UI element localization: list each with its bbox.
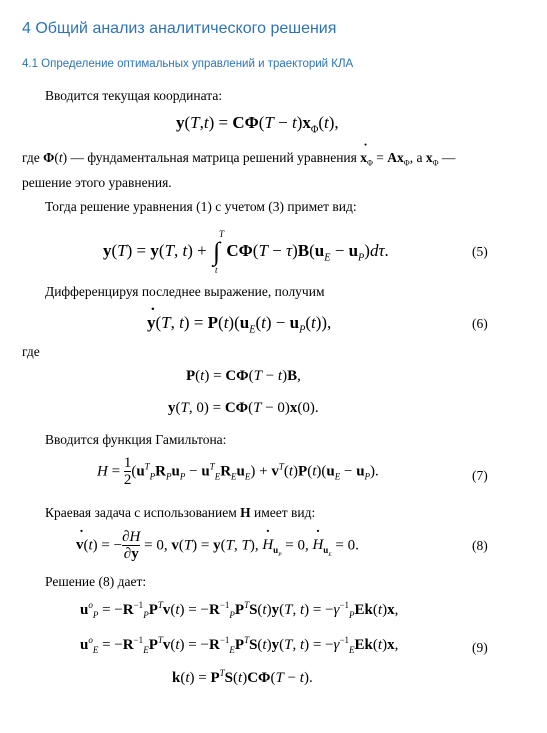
equation-9b: $u^o_E = -R^{-1}_EP^Tv(t) = -R^{-1}_EP^TS(t)y(T$, $t) = -\gamma^{-1}_EEk(t)x$, xyxy=(80,635,399,655)
paragraph-solution: Тогда решение уравнения (1) с учетом (3) примет вид: xyxy=(45,199,357,214)
equation-9a: $u^o_P = -R^{-1}_PP^Tv(t) = -R^{-1}_PP^TS(t)y(T$, $t) = -\gamma^{-1}_PEk(t)x$, xyxy=(80,600,399,620)
paragraph-intro: Вводится текущая координата: xyxy=(45,88,223,103)
equation-y-definition: $y(T,t) = C\Phi(T - t)x_\Phi(t)$, xyxy=(176,113,339,136)
paragraph-differentiate: Дифференцируя последнее выражение, получим xyxy=(45,284,325,299)
equation-number-5: (5) xyxy=(472,244,488,259)
equation-number-9: (9) xyxy=(472,640,488,655)
equation-P: P(t) = CΦ(T − t)B, xyxy=(186,368,301,384)
paragraph-result: Решение (8) дает: xyxy=(45,574,147,589)
where-label: где xyxy=(22,150,40,165)
equation-5: y(T) = y(T, t) + ∫ T t $C\Phi(T - \tau)B(u_E - u_P)d\tau$. xyxy=(103,229,389,275)
paragraph-where: где Φ(t) — фундаментальная матрица решений уравнения ˙ $x_\Phi = Ax_\Phi$, а $x_\Phi$ — xyxy=(22,150,455,168)
equation-9c: $k(t) = P^TS(t)C\Phi(T - t)$. xyxy=(172,668,313,686)
subsection-heading: 4.1 Определение оптимальных управлений и траекторий КЛА xyxy=(22,58,354,70)
where-text-3: — xyxy=(441,150,456,165)
where-text-1: — фундаментальная матрица решений уравнения xyxy=(70,150,357,165)
paragraph-boundary: Краевая задача с использованием H имеет вид: xyxy=(45,505,316,520)
where-text-2: , а xyxy=(409,150,423,165)
equation-number-7: (7) xyxy=(472,468,488,483)
equation-7: H = $\frac{1}{2}$ $(u^T_PR_Pu_P - u^T_ER_Eu_E) + v^T(t)P(t)(u_E - u_P)$. xyxy=(97,455,379,488)
paragraph-where-cont: решение этого уравнения. xyxy=(22,175,172,190)
equation-8: ˙ v(t) = − $\frac{\partial H}{\partial y}$ = 0, v(T) = y(T, T), ˙ $H_{u_P} = 0$, ˙ $H_{u_E} = 0$. xyxy=(76,530,359,562)
paragraph-hamiltonian: Вводится функция Гамильтона: xyxy=(45,432,227,447)
integral-sign: ∫ T t xyxy=(213,229,225,275)
paragraph-where-2: где xyxy=(22,344,40,359)
boundary-text-2: имеет вид: xyxy=(254,505,316,520)
equation-number-6: (6) xyxy=(472,316,488,331)
boundary-text-1: Краевая задача с использованием xyxy=(45,505,237,520)
equation-6: ˙ y(T, $t) = P(t)(u_E(t) - u_P(t))$, xyxy=(147,313,331,335)
section-heading: 4 Общий анализ аналитического решения xyxy=(22,20,337,37)
equation-y-zero: y(T, 0) = CΦ(T − 0)x(0). xyxy=(168,400,319,416)
equation-number-8: (8) xyxy=(472,538,488,553)
